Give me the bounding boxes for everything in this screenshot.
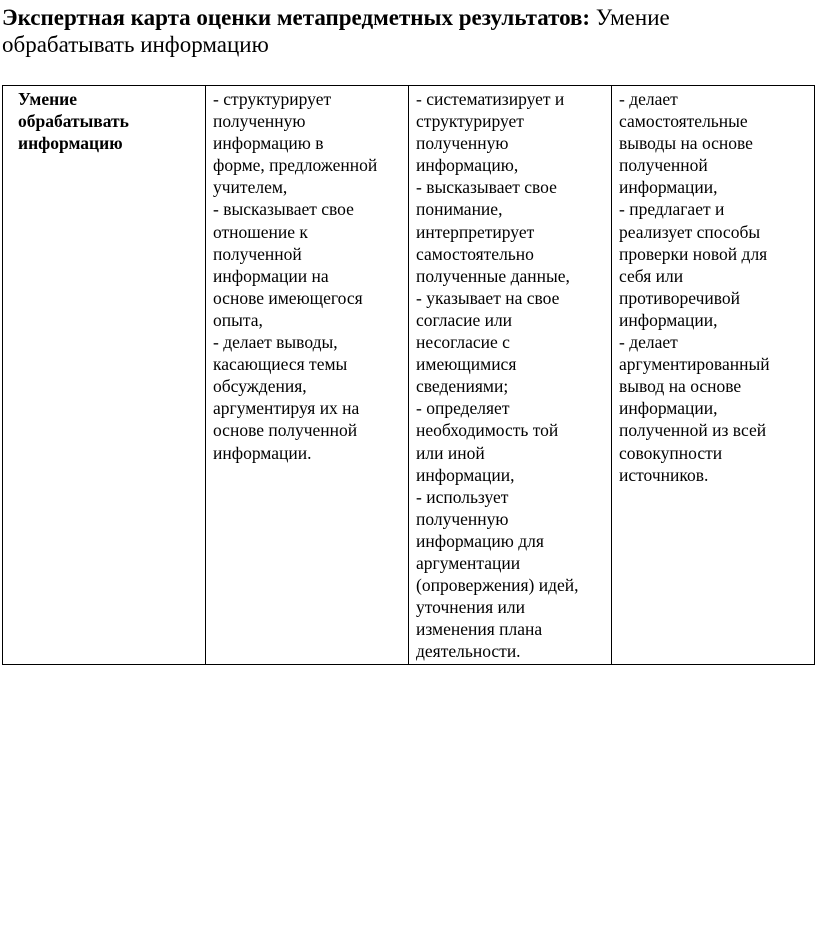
cell-line: интерпретирует [416, 221, 535, 242]
cell-line: необходимость той [416, 420, 559, 441]
cell-line: - определяет [416, 398, 510, 419]
cell-line: себя или [619, 265, 684, 286]
cell-line: - делает [619, 332, 678, 353]
cell-line: основе полученной [213, 420, 358, 441]
document-title [2, 4, 802, 58]
level-cell-2 [409, 86, 612, 665]
cell-line: вывод на основе [619, 376, 742, 397]
cell-line: источников. [619, 464, 709, 485]
cell-line: - высказывает свое [213, 199, 354, 220]
cell-line: сведениями; [416, 376, 509, 397]
cell-line: полученную [213, 111, 306, 132]
level-cell-3 [612, 86, 815, 665]
cell-line: - предлагает и [619, 199, 725, 220]
cell-line: изменения плана [416, 619, 543, 640]
cell-line: опыта, [213, 309, 263, 330]
cell-line: - указывает на свое [416, 287, 560, 308]
cell-line: касающиеся темы [213, 354, 348, 375]
cell-line: основе имеющегося [213, 287, 363, 308]
cell-line: - делает [619, 89, 678, 109]
cell-line: проверки новой для [619, 243, 768, 264]
cell-line: самостоятельные [619, 111, 748, 132]
cell-line: информации, [619, 309, 718, 330]
cell-line: полученной [213, 243, 302, 264]
cell-line: - делает выводы, [213, 332, 338, 353]
cell-line: противоречивой [619, 287, 741, 308]
cell-line: информации. [213, 442, 312, 463]
cell-line: полученную [416, 508, 509, 529]
cell-line: несогласие с [416, 332, 510, 353]
row-header-line: Умение [18, 89, 78, 109]
cell-line: информации, [619, 398, 718, 419]
cell-line: уточнения или [416, 597, 526, 618]
cell-line: - использует [416, 486, 509, 507]
cell-line: понимание, [416, 199, 503, 220]
cell-line: реализует способы [619, 221, 761, 242]
cell-line: обсуждения, [213, 376, 307, 397]
cell-line: выводы на основе [619, 133, 753, 154]
cell-line: или иной [416, 442, 485, 463]
cell-line: имеющимися [416, 354, 517, 375]
cell-line: информации, [619, 177, 718, 198]
row-header-line: информацию [18, 133, 123, 154]
cell-line: совокупности [619, 442, 723, 463]
cell-line: полученную [416, 133, 509, 154]
cell-line: аргументированный [619, 354, 770, 375]
cell-line: информацию, [416, 155, 519, 176]
cell-line: полученной [619, 155, 708, 176]
cell-line: информацию в [213, 133, 324, 154]
cell-line: информации на [213, 265, 329, 286]
cell-line: - систематизирует и [416, 89, 565, 109]
cell-line: отношение к [213, 221, 308, 242]
cell-line: - структурирует [213, 89, 332, 109]
cell-line: форме, предложенной [213, 155, 378, 176]
cell-line: аргументируя их на [213, 398, 360, 419]
cell-line: информации, [416, 464, 515, 485]
cell-line: полученные данные, [416, 265, 570, 286]
row-header-line: обрабатывать [18, 111, 129, 132]
cell-line: (опровержения) идей, [416, 575, 579, 596]
cell-line: - высказывает свое [416, 177, 557, 198]
cell-line: согласие или [416, 309, 513, 330]
table-row [3, 86, 815, 665]
cell-line: полученной из всей [619, 420, 767, 441]
assessment-table [2, 85, 815, 665]
level-cell-1 [206, 86, 409, 665]
cell-line: структурирует [416, 111, 524, 132]
row-header-cell [3, 86, 206, 665]
cell-line: информацию для [416, 530, 544, 551]
cell-line: аргументации [416, 552, 521, 573]
cell-line: самостоятельно [416, 243, 534, 264]
document-title-bold: Экспертная карта оценки метапредметных результатов: [2, 5, 591, 30]
document-title-normal: Умение обрабатывать информацию [2, 5, 670, 57]
cell-line: учителем, [213, 177, 288, 198]
cell-line: деятельности. [416, 641, 521, 662]
